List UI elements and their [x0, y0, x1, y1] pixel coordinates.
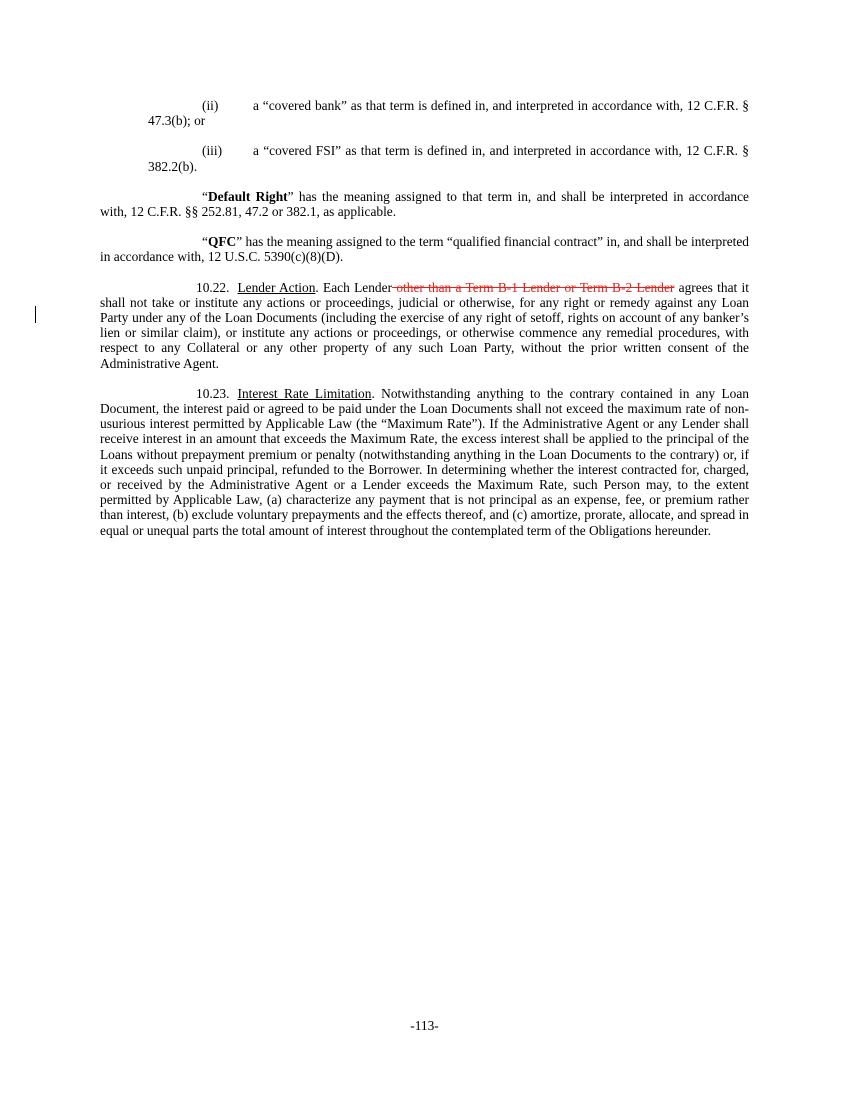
- open-quote: “: [202, 234, 208, 250]
- defined-term: QFC: [207, 234, 237, 250]
- section-text: . Notwithstanding anything to the contrary contained in any Loan Document, the interest paid or agreed to be paid under the Loan Documents shall not exceed the maximum rate of non-usurious interest permitted by Applicable Law (the “Maximum Rate”). If the Administrative Agent or any Lender shall receive interest in an amount that exceeds the Maximum Rate, the excess interest shall be applied to the principal of the Loans without prepayment premium or penalty (notwithstanding anything in the Loan Documents to the contrary) or, if it exceeds such unpaid principal, refunded to the Borrower. In determining whether the interest contracted for, charged, or received by the Administrative Agent or a Lender exceeds the Maximum Rate, such Person may, to the extent permitted by Applicable Law, (a) characterize any payment that is not principal as an expense, fee, or premium rather than interest, (b) exclude voluntary prepayments and the effects thereof, and (c) amortize, prorate, allocate, and spread in equal or unequal parts the total amount of interest throughout the contemplated term of the Obligations hereunder.: [100, 385, 749, 538]
- definition-text: ” has the meaning assigned to that term in, and shall be interpreted in accordance with, 12 C.F.R. §§ 252.81, 47.2 or 382.1, as applicable.: [100, 188, 749, 220]
- document-page: [100, 98, 749, 553]
- section-text: agrees that it shall not take or institute any actions or proceedings, judicial or otherwise, for any right or remedy against any Loan Party under any of the Loan Documents (including the exercise of any right of setoff, rights on account of any banker’s lien or similar claim), or institute any actions or proceedings, or otherwise commence any remedial procedures, with respect to any Collateral or any other property of any such Loan Party, without the prior written consent of the Administrative Agent.: [100, 279, 749, 371]
- definition-default-right: [100, 189, 749, 219]
- clause-item-ii: [148, 98, 749, 128]
- section-number: 10.22.: [196, 279, 230, 295]
- clause-item-number: (iii): [202, 143, 223, 159]
- defined-term: Default Right: [207, 188, 288, 204]
- section-heading: Interest Rate Limitation: [237, 385, 372, 401]
- clause-item-text: a “covered FSI” as that term is defined in, and interpreted in accordance with, 12 C.F.R. § 382.2(b).: [148, 143, 749, 174]
- section-text: . Each Lender: [315, 279, 393, 295]
- section-10-22: [100, 280, 749, 371]
- section-number: 10.23.: [196, 385, 230, 401]
- clause-item-text: a “covered bank” as that term is defined in, and interpreted in accordance with, 12 C.F.R. § 47.3(b); or: [148, 98, 749, 129]
- deleted-text: other than a Term B-1 Lender or Term B-2 Lender: [392, 279, 675, 295]
- revision-change-bar: [35, 306, 36, 323]
- page-number: -113-: [410, 1018, 439, 1033]
- clause-item-number: (ii): [202, 98, 219, 113]
- open-quote: “: [202, 188, 208, 204]
- section-heading: Lender Action: [237, 279, 316, 295]
- section-10-23: [100, 386, 749, 538]
- definition-qfc: [100, 234, 749, 264]
- definition-text: ” has the meaning assigned to the term “qualified financial contract” in, and shall be interpreted in accordance with, 12 U.S.C. 5390(c)(8)(D).: [100, 234, 749, 265]
- clause-item-iii: [148, 143, 749, 173]
